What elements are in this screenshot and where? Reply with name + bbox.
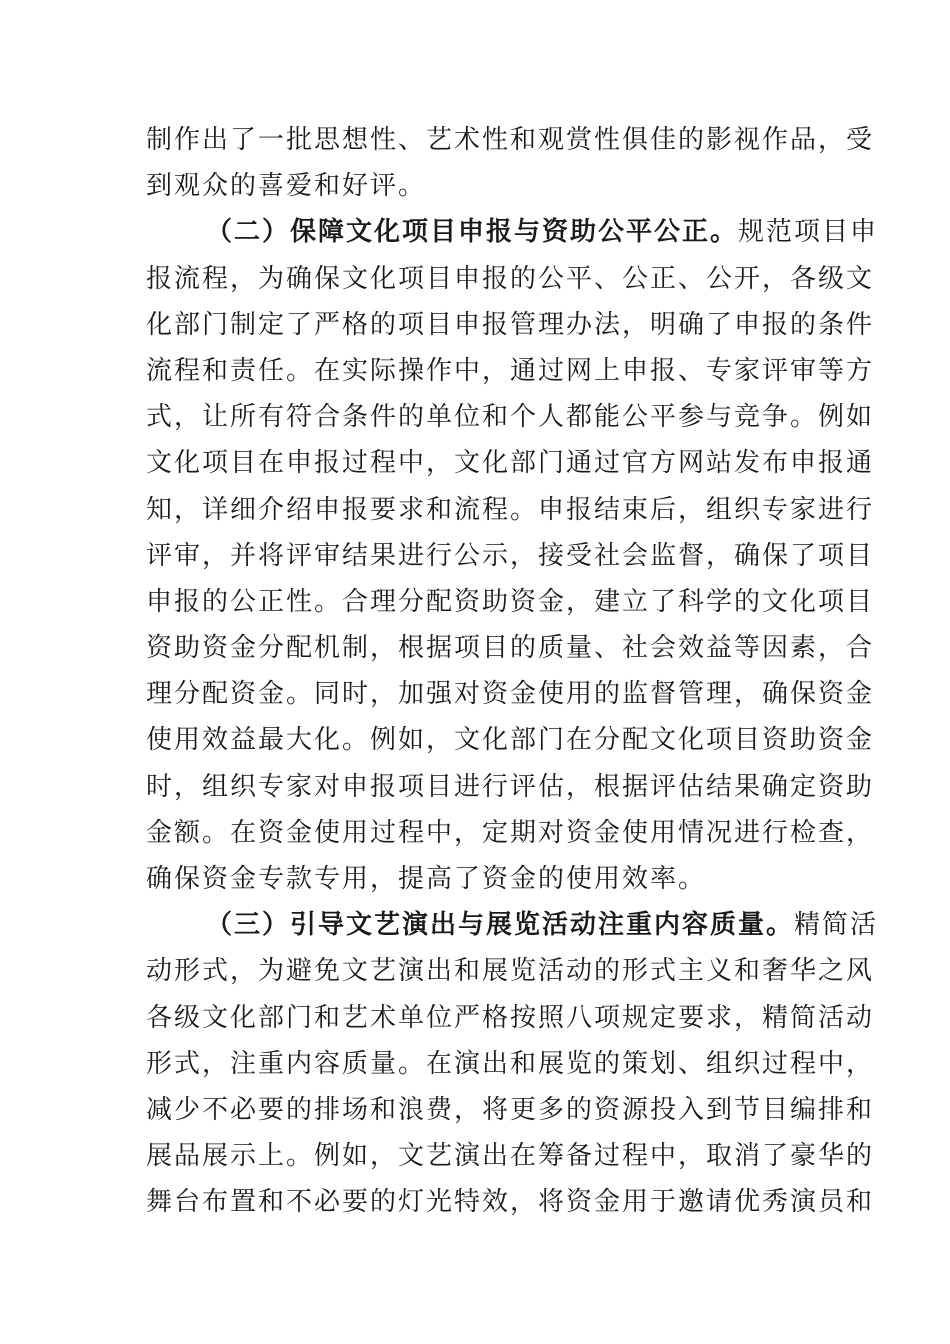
text-line: 各级文化部门和艺术单位严格按照八项规定要求，精简活动 xyxy=(146,1002,875,1033)
text-line: 式，让所有符合条件的单位和个人都能公平参与竞争。例如 xyxy=(146,402,875,433)
text-line: 形式，注重内容质量。在演出和展览的策划、组织过程中， xyxy=(146,1048,875,1079)
text-line: 确保资金专款专用，提高了资金的使用效率。 xyxy=(146,864,707,894)
section-3-heading: （三）引导文艺演出与展览活动注重内容质量。 xyxy=(206,910,795,941)
section-3-first-line xyxy=(146,902,879,948)
section-2-heading: （二）保障文化项目申报与资助公平公正。 xyxy=(206,217,739,248)
text-line: 时，组织专家对申报项目进行评估，根据评估结果确定资助 xyxy=(146,771,875,802)
text-line: 文化项目在申报过程中，文化部门通过官方网站发布申报通 xyxy=(146,448,875,479)
text-line: 动形式，为避免文艺演出和展览活动的形式主义和奢华之风 xyxy=(146,956,875,987)
text-line: 流程和责任。在实际操作中，通过网上申报、专家评审等方 xyxy=(146,355,875,386)
text-line: 金额。在资金使用过程中，定期对资金使用情况进行检查， xyxy=(146,817,875,848)
text-line: 资助资金分配机制，根据项目的质量、社会效益等因素，合 xyxy=(146,633,875,664)
text-line: 精简活 xyxy=(794,910,879,941)
text-line: 展品展示上。例如，文艺演出在筹备过程中，取消了豪华的 xyxy=(146,1141,875,1172)
text-line: 舞台布置和不必要的灯光特效，将资金用于邀请优秀演员和 xyxy=(146,1187,875,1218)
text-line: 规范项目申 xyxy=(738,217,879,248)
body-text xyxy=(146,117,879,1226)
text-line: 到观众的喜爱和好评。 xyxy=(146,171,427,202)
text-line: 报流程，为确保文化项目申报的公平、公正、公开，各级文 xyxy=(146,263,875,294)
text-line: 化部门制定了严格的项目申报管理办法，明确了申报的条件 xyxy=(146,309,875,340)
text-line: 理分配资金。同时，加强对资金使用的监督管理，确保资金 xyxy=(146,679,875,710)
text-line: 申报的公正性。合理分配资助资金，建立了科学的文化项目 xyxy=(146,586,875,617)
text-line: 评审，并将评审结果进行公示，接受社会监督，确保了项目 xyxy=(146,540,875,571)
text-line: 减少不必要的排场和浪费，将更多的资源投入到节目编排和 xyxy=(146,1094,875,1125)
text-line: 使用效益最大化。例如，文化部门在分配文化项目资助资金 xyxy=(146,725,875,756)
text-line: 知，详细介绍申报要求和流程。申报结束后，组织专家进行 xyxy=(146,494,875,525)
section-2-first-line xyxy=(146,209,879,255)
text-line: 制作出了一批思想性、艺术性和观赏性俱佳的影视作品，受 xyxy=(146,125,875,155)
